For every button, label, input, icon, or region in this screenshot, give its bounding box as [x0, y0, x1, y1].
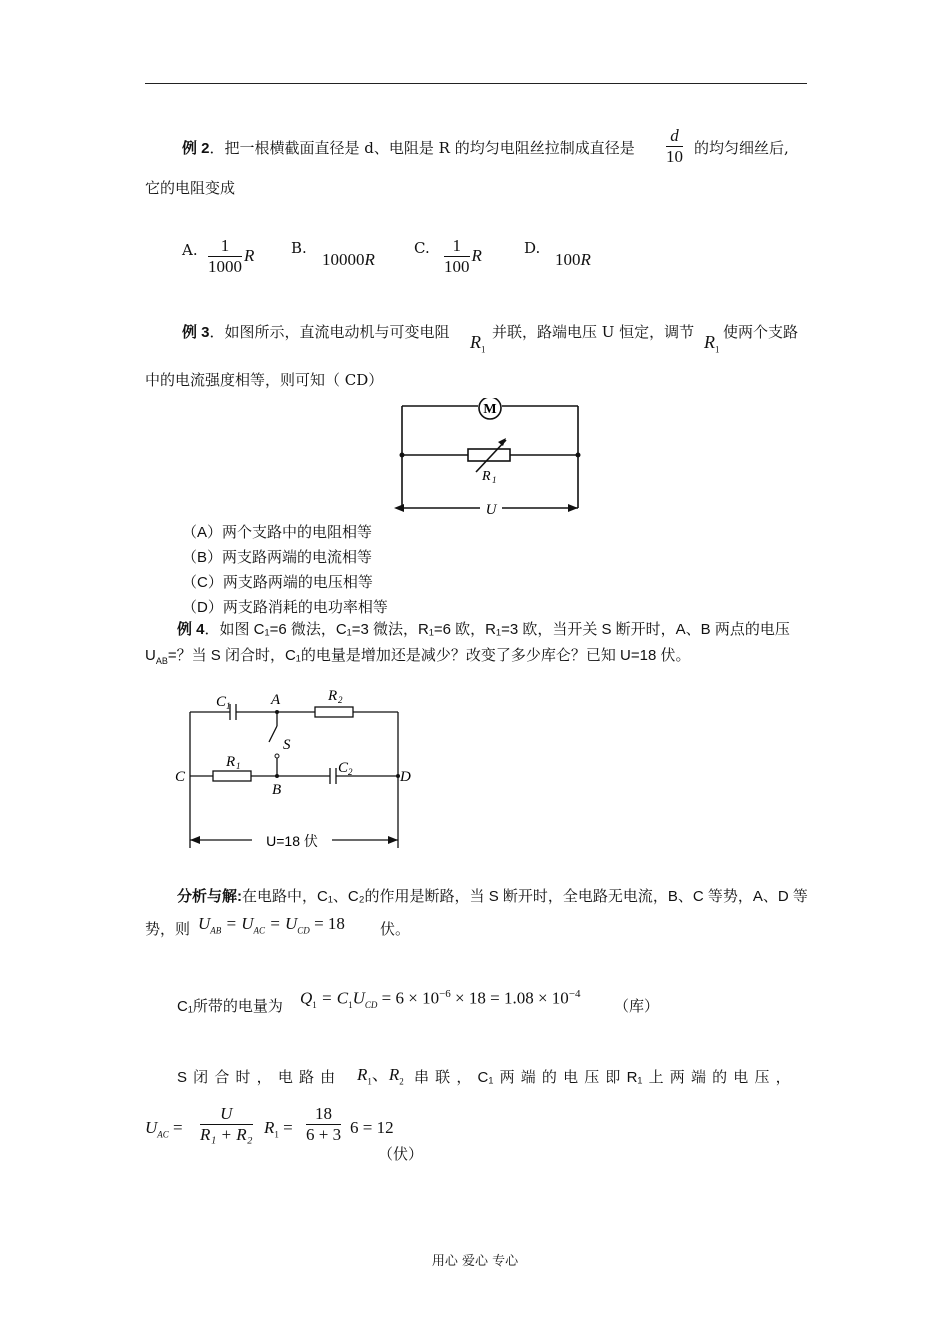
- ex3-option-c: （C）两支路两端的电压相等: [182, 574, 373, 591]
- opt-d-r: R: [580, 250, 591, 269]
- ex2-opt-b-label: B.: [291, 239, 307, 257]
- eq-sub2: AC: [253, 925, 266, 936]
- ex4-label: 例 4: [177, 621, 205, 638]
- ex3-line1: [182, 322, 450, 343]
- s-sep: 、: [371, 1065, 389, 1084]
- fig-s-label: S: [283, 737, 291, 753]
- motor-label: M: [483, 402, 497, 417]
- analysis-line1: [177, 887, 808, 907]
- eq-mid2: = U: [265, 914, 298, 933]
- s-r2: R: [388, 1065, 400, 1084]
- q-sub2: 1: [348, 1000, 353, 1011]
- fig-c-label: C: [175, 769, 186, 785]
- ex4-text-1: ．如图 C₁=6 微法，C₁=3 微法，R₁=6 欧，R₁=3 欧，当开关 S 断开时，A、B 两点的电压: [204, 621, 790, 638]
- ex3-options: [182, 520, 388, 620]
- fig-c1-label: C: [216, 694, 227, 710]
- opt-b-r: R: [364, 250, 375, 269]
- ex2-opt-a-label: A.: [182, 241, 198, 259]
- ex3-text-b: 并联，路端电压 U 恒定，调节: [492, 323, 695, 341]
- fig-b-label: B: [272, 782, 282, 798]
- r-letter: R: [704, 332, 715, 352]
- ex2-opt-a: [208, 236, 254, 277]
- q-letter: Q: [300, 988, 313, 1008]
- fig-r1-label: R: [226, 754, 236, 770]
- opt-b-val: 10000: [322, 250, 365, 269]
- analysis-line2-a: 势，则: [145, 921, 191, 938]
- uac-num: U: [200, 1104, 253, 1125]
- eq-sub3: CD: [297, 925, 310, 936]
- opt-a-r: R: [244, 246, 255, 265]
- uac-r1: [264, 1118, 293, 1139]
- fig-r2-sub: 2: [338, 695, 343, 705]
- fig-u-label: U: [485, 502, 497, 518]
- fig-r1-label: R: [482, 469, 491, 484]
- fig-c1-sub: 1: [226, 701, 231, 711]
- s-r1: R: [357, 1065, 368, 1084]
- ex3-option-a: （A）两个支路中的电阻相等: [182, 524, 373, 541]
- s-closed-line-a: S 闭 合 时 ， 电 路 由: [177, 1069, 336, 1086]
- uac-den2: 6 + 3: [306, 1125, 342, 1144]
- uac-fraction-2: [306, 1104, 341, 1145]
- q-rest1: = C: [316, 988, 349, 1008]
- ex3-text-a: ．如图所示，直流电动机与可变电阻: [209, 323, 450, 341]
- r-sub: 1: [715, 344, 720, 355]
- fig-a-label: A: [271, 692, 281, 708]
- uab-sub: AB: [155, 656, 168, 666]
- fig-u-label: U=18 伏: [266, 833, 318, 849]
- q-rest2: U: [352, 988, 365, 1008]
- ex3-r1-symbol-1: [470, 332, 486, 355]
- ex2-opt-c: [444, 236, 482, 277]
- opt-c-den: 100: [444, 257, 470, 276]
- uac-tail: 6 = 12: [350, 1118, 394, 1137]
- eq-u1: U: [198, 914, 211, 933]
- header-rule: [145, 83, 807, 84]
- charge-equation: [300, 988, 581, 1010]
- ex2-text-a: ．把一根横截面直径是 d、电阻是 R 的均匀电阻丝拉制成直径是: [209, 139, 635, 157]
- uac-r1-sub: 1: [274, 1129, 279, 1140]
- uac-sub: AC: [157, 1129, 169, 1140]
- q-sub3: CD: [364, 1000, 378, 1011]
- uac-num2: 18: [306, 1104, 341, 1125]
- ex4-text-2: =？当 S 闭合时，C₁的电量是增加还是减少？改变了多少库仑？已知 U=18 伏。: [167, 647, 691, 664]
- q-exp2: −4: [568, 988, 581, 1000]
- uac-unit: （伏）: [378, 1145, 424, 1163]
- q-sub: 1: [312, 1000, 317, 1011]
- r-sub: 1: [481, 344, 486, 355]
- ex2-text-b: 的均匀细丝后,: [694, 139, 789, 157]
- fig-d-label: D: [400, 769, 411, 785]
- ex4-line2: [145, 646, 690, 671]
- eq-end: = 18: [309, 914, 345, 933]
- ex2-frac-num: d: [666, 126, 683, 147]
- uac-u: U: [145, 1118, 158, 1137]
- ex2-fraction: [666, 126, 683, 167]
- analysis-text-1: 在电路中，C₁、C₂的作用是断路，当 S 断开时，全电路无电流，B、C 等势，A、D 等: [242, 888, 808, 905]
- charge-unit: （库）: [614, 997, 660, 1015]
- uac-r1-letter: R: [264, 1118, 275, 1137]
- ex4-line1: [177, 620, 790, 640]
- ex2-line1: [182, 138, 635, 159]
- page-footer: 用心 爱心 专心: [431, 1254, 519, 1269]
- ex3-option-b: （B）两支路两端的电流相等: [182, 549, 373, 566]
- eq-mid1: = U: [221, 914, 254, 933]
- opt-c-r: R: [471, 246, 482, 265]
- s-closed-line-b: 串 联 ， C₁ 两 端 的 电 压 即 R₁ 上 两 端 的 电 压 ，: [414, 1069, 791, 1086]
- q-exp1: −6: [439, 988, 451, 1000]
- uac-eq2: =: [283, 1118, 293, 1137]
- r-letter: R: [470, 332, 481, 352]
- fig-c2-label: C: [338, 760, 349, 776]
- fig-r1-sub: 1: [492, 475, 497, 485]
- fig-r1-sub: 1: [236, 761, 241, 771]
- ex3-circuit-figure: [390, 398, 585, 518]
- q-rest3: = 6 × 10: [377, 988, 440, 1008]
- opt-a-den: 1000: [208, 257, 242, 276]
- opt-a-num: 1: [208, 236, 242, 257]
- fig-c2-sub: 2: [348, 767, 353, 777]
- charge-label: C₁所带的电量为: [177, 998, 283, 1015]
- uac-lhs: [145, 1118, 183, 1139]
- uac-fraction-1: [200, 1104, 253, 1145]
- ex2-opt-d: [555, 250, 591, 270]
- ex3-text-c: 使两个支路: [723, 323, 799, 341]
- ex2-opt-b: [322, 250, 375, 270]
- q-rest4: × 18 = 1.08 × 10: [450, 988, 569, 1008]
- ex2-frac-den: 10: [666, 147, 683, 166]
- ex2-opt-c-label: C.: [414, 239, 430, 257]
- ex2-opt-d-label: D.: [524, 239, 541, 257]
- s-r1-sub: 1: [367, 1076, 372, 1087]
- ex2-label: 例 2: [182, 140, 210, 157]
- opt-c-num: 1: [444, 236, 470, 257]
- analysis-line2-b: 伏。: [380, 921, 411, 938]
- uac-eq: =: [173, 1118, 183, 1137]
- uab-u: U: [145, 647, 156, 664]
- eq-sub1: AB: [210, 925, 222, 936]
- analysis-label: 分析与解:: [177, 888, 242, 905]
- uac-den: R₁ + R₂: [200, 1125, 253, 1144]
- s-closed-resistors: [357, 1060, 404, 1086]
- ex4-circuit-figure: [170, 686, 420, 856]
- ex3-r1-symbol-2: [704, 332, 720, 355]
- ex3-label: 例 3: [182, 324, 210, 341]
- opt-d-val: 100: [555, 250, 581, 269]
- ex3-line2: 中的电流强度相等，则可知（ CD）: [145, 371, 384, 389]
- fig-r2-label: R: [328, 688, 338, 704]
- ex2-line2: 它的电阻变成: [145, 179, 236, 197]
- ex3-option-d: （D）两支路消耗的电功率相等: [182, 599, 388, 616]
- uab-equation: [198, 914, 345, 935]
- s-r2-sub: 2: [399, 1076, 404, 1087]
